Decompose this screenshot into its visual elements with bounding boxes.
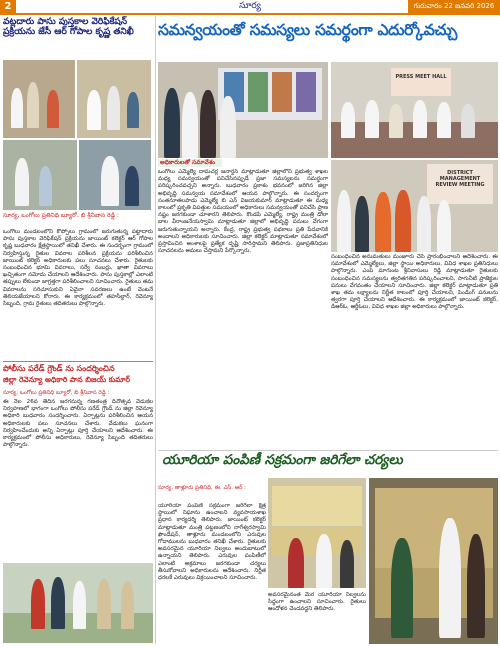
verification-photo-1 — [3, 60, 75, 138]
parade-ground-photo — [3, 563, 153, 643]
left-top-headline: వట్లదారు పాసు పుస్తకాల వెరిఫికేషన్ ప్రక్రియను జేసీ ఆర్ గోపాల కృష్ణ తనిఖీ — [3, 17, 134, 38]
urea-byline: సూర్య, తాళ్లూరు ప్రతినిధి, ఈ. ఎస్. ఆర్ : — [158, 485, 246, 491]
press-meet-photo — [331, 62, 498, 158]
main-body-col2: సంబంధించిన అనుమతులు మంజూరు చేసి ప్రారంభించాలని ఆదేశించారు. ఈ సమావేశంలో ఎమ్మెల్యేలు, జిల్లా స్థాయి అధికారులు, వివిధ శాఖల ప్రతినిధులు పాల్గొన్నారు. ఎంపి మాగుంట శ్రీనివాసులు రెడ్డి మాట్లాడుతూ రైతులకు సంబంధించిన సమస్యలను త్వరితగతిన పరిష్కరించాలని, సాగునీటి ప్రాజెక్టుల పనులు వేగవంతం చేయాలని సూచించారు. జిల్లా కలెక్టర్ మాట్లాడుతూ ప్రతి శాఖ తమ లక్ష్యాలను నిర్ణీత కాలంలో పూర్తి చేయాలని, పెండింగ్ పనులను త్వరగా పూర్తి చేయాలని ఆదేశించారు. ఈ కార్యక్రమంలో జాయింట్ కలెక్టర్, డిఆర్ఓ, ఆర్డీఓలు, వివిధ శాఖల జిల్లా అధికారులు పాల్గొన్నారు. — [331, 254, 498, 311]
column-divider — [155, 16, 156, 644]
left-bottom-headline-1: పోలీసు పరేడ్ గ్రౌండ్ ను సందర్శించిన — [3, 364, 115, 373]
urea-headline: యూరియా పంపిణీ సక్రమంగా జరిగేలా చర్యలు — [162, 452, 403, 468]
left-bottom-byline: సూర్య, ఒంగోలు ప్రతినిధి బ్యూరో, బి శ్రీనివాస రెడ్డి : — [3, 390, 110, 396]
exhibition-photo — [158, 62, 328, 158]
page-number: 2 — [0, 0, 16, 13]
masthead: సూర్య — [239, 1, 261, 11]
main-body-col1: ఒంగోలు ఎమ్మెల్యే దామచర్ల జనార్దన్ మాట్లాడుతూ జిల్లాలోని ప్రభుత్వ శాఖల మధ్య సమన్వయంతో పనిచేసినప్పుడే ప్రజా సమస్యలను సమర్థంగా పరిష్కరించవచ్చని అన్నారు. బుధవారం ప్రకాశం భవనంలో జరిగిన జిల్లా అభివృద్ధి సమన్వయ సమావేశంలో ఆయన పాల్గొన్నారు. ఈ సందర్భంగా సంతనూతలపాడు ఎమ్మెల్యే బి ఎన్ విజయకుమార్ మాట్లాడుతూ ఈ మధ్య కాలంలో ప్రకృతి విపత్తుల సమయంలో అధికారులు సమన్వయంతో పనిచేసి ప్రాణ నష్టం జరగకుండా చూశారని తెలిపారు. కొండపి ఎమ్మెల్యే, రాష్ట్ర మంత్రి డోలా బాల వీరాంజనేయస్వామి మాట్లాడుతూ జిల్లాలో అభివృద్ధి పనులు వేగంగా జరుగుతున్నాయని అన్నారు. కేంద్ర, రాష్ట్ర ప్రభుత్వ పథకాలు ప్రతి పేదవానికి అందాలని అధికారులకు సూచించారు. జిల్లా కలెక్టర్ మాట్లాడుతూ సమావేశంలో ప్రస్తావించిన అంశాలపై ప్రత్యేక దృష్టి సారిస్తామని తెలిపారు. ప్రజాప్రతినిధుల సూచనలను అమలు చేస్తామని పేర్కొన్నారు. — [158, 169, 328, 255]
warehouse-photo — [369, 478, 498, 644]
left-bottom-headline-2: జిల్లా రెవెన్యూ అధికారి పాన బిజయ్ కుమార్ — [3, 375, 131, 384]
urea-body: యూరియా పంపిణీ సక్రమంగా జరిగేలా క్షేత్ర స్థాయిలో నిఘాను ఉంచాలని వ్యవసాయశాఖ ప్రధాన కార్యదర్శి తెలిపారు. జాయింట్ కలెక్టర్ మాట్లాడుతూ మంత్రి పట్టణంలోని నాగేశ్వరస్వామి ఫౌండేషన్, తాళ్లూరు మండలంలోని ఎరువుల గోదాములను బుధవారం తనిఖీ చేశారు. రైతులకు అవసరమైన యూరియా నిల్వలు అందుబాటులో ఉన్నాయని తెలిపారు. ఎరువుల పంపిణీలో ఎలాంటి అక్రమాలు జరగకుండా చర్యలు తీసుకోవాలని అధికారులను ఆదేశించారు. నిర్ణీత ధరలకే ఎరువులు విక్రయించాలని సూచించారు. — [158, 503, 266, 582]
review-meeting-photo — [331, 160, 498, 252]
urea-divider — [158, 450, 498, 451]
verification-photo-2 — [77, 60, 151, 138]
verification-photo-4 — [79, 140, 151, 210]
left-divider — [3, 361, 153, 362]
issue-date: గురువారం 22 జనవరి 2026 — [408, 0, 500, 13]
left-top-byline: సూర్య, ఒంగోలు ప్రతినిధి బ్యూరో, బి శ్రీనివాస రెడ్డి : — [3, 212, 119, 219]
district-mgmt-banner: DISTRICT MANAGEMENT REVIEW MEETING — [435, 170, 485, 188]
main-headline: సమన్వయంతో సమస్యలు సమర్థంగా ఎదుర్కోవచ్చు — [158, 21, 457, 39]
press-meet-banner: PRESS MEET HALL — [395, 74, 447, 80]
fertilizer-bags-photo — [268, 478, 366, 588]
left-top-body: ఒంగోలు మండలంలోని కొప్పోలు గ్రామంలో జరుగుతున్న పట్టాదారు పాసు పుస్తకాల వెరిఫికేషన్ ప్రక్రియను జాయింట్ కలెక్టర్ ఆర్ గోపాల కృష్ణ బుధవారం క్షేత్రస్థాయిలో తనిఖీ చేశారు. ఈ సందర్భంగా గ్రామంలో నిర్వహిస్తున్న రైతుల వివరాల పరిశీలన ప్రక్రియను పరిశీలించిన జాయింట్ కలెక్టర్ అధికారులకు పలు సూచనలు చేశారు. రైతులకు సంబంధించిన భూమి వివరాలు, సర్వే నంబర్లు, ఖాతా వివరాలు ఖచ్చితంగా నమోదు చేయాలని ఆదేశించారు. పాసు పుస్తకాల్లో ఎలాంటి తప్పులు లేకుండా జాగ్రత్తగా పరిశీలించాలని సూచించారు. రైతులు తమ వివరాలను సరిచూసుకుని ఏవైనా సవరణలు ఉంటే వెంటనే తెలియజేయాలని కోరారు. ఈ కార్యక్రమంలో తహసీల్దార్, రెవెన్యూ సిబ్బంది, గ్రామ రైతులు తదితరులు పాల్గొన్నారు. — [3, 229, 153, 308]
urea-caption: అవసరమైనంత మేర యూరియా నిల్వలను సిద్ధంగా ఉంచాలని సూచించారు. రైతులు ఆందోళన చెందవద్దని తెలిపారు. — [268, 592, 366, 613]
left-bottom-body: ఈ నెల 26వ తేదీన జరగనున్న గణతంత్ర దినోత్సవ వేడుకల నిర్వహణలో భాగంగా ఒంగోలు పోలీసు పరేడ్ గ్రౌండ్ ను జిల్లా రెవెన్యూ అధికారి బుధవారం సందర్శించారు. ఏర్పాట్లను పరిశీలించిన ఆయన అధికారులకు పలు సూచనలు చేశారు. వేడుకలు ఘనంగా నిర్వహించేందుకు అన్ని ఏర్పాట్లు పూర్తి చేయాలని ఆదేశించారు. ఈ కార్యక్రమంలో పోలీసు అధికారులు, రెవెన్యూ సిబ్బంది తదితరులు పాల్గొన్నారు. — [3, 399, 153, 449]
section-label: అధికారులతో సమావేశం — [158, 159, 222, 167]
verification-photo-3 — [3, 140, 77, 210]
